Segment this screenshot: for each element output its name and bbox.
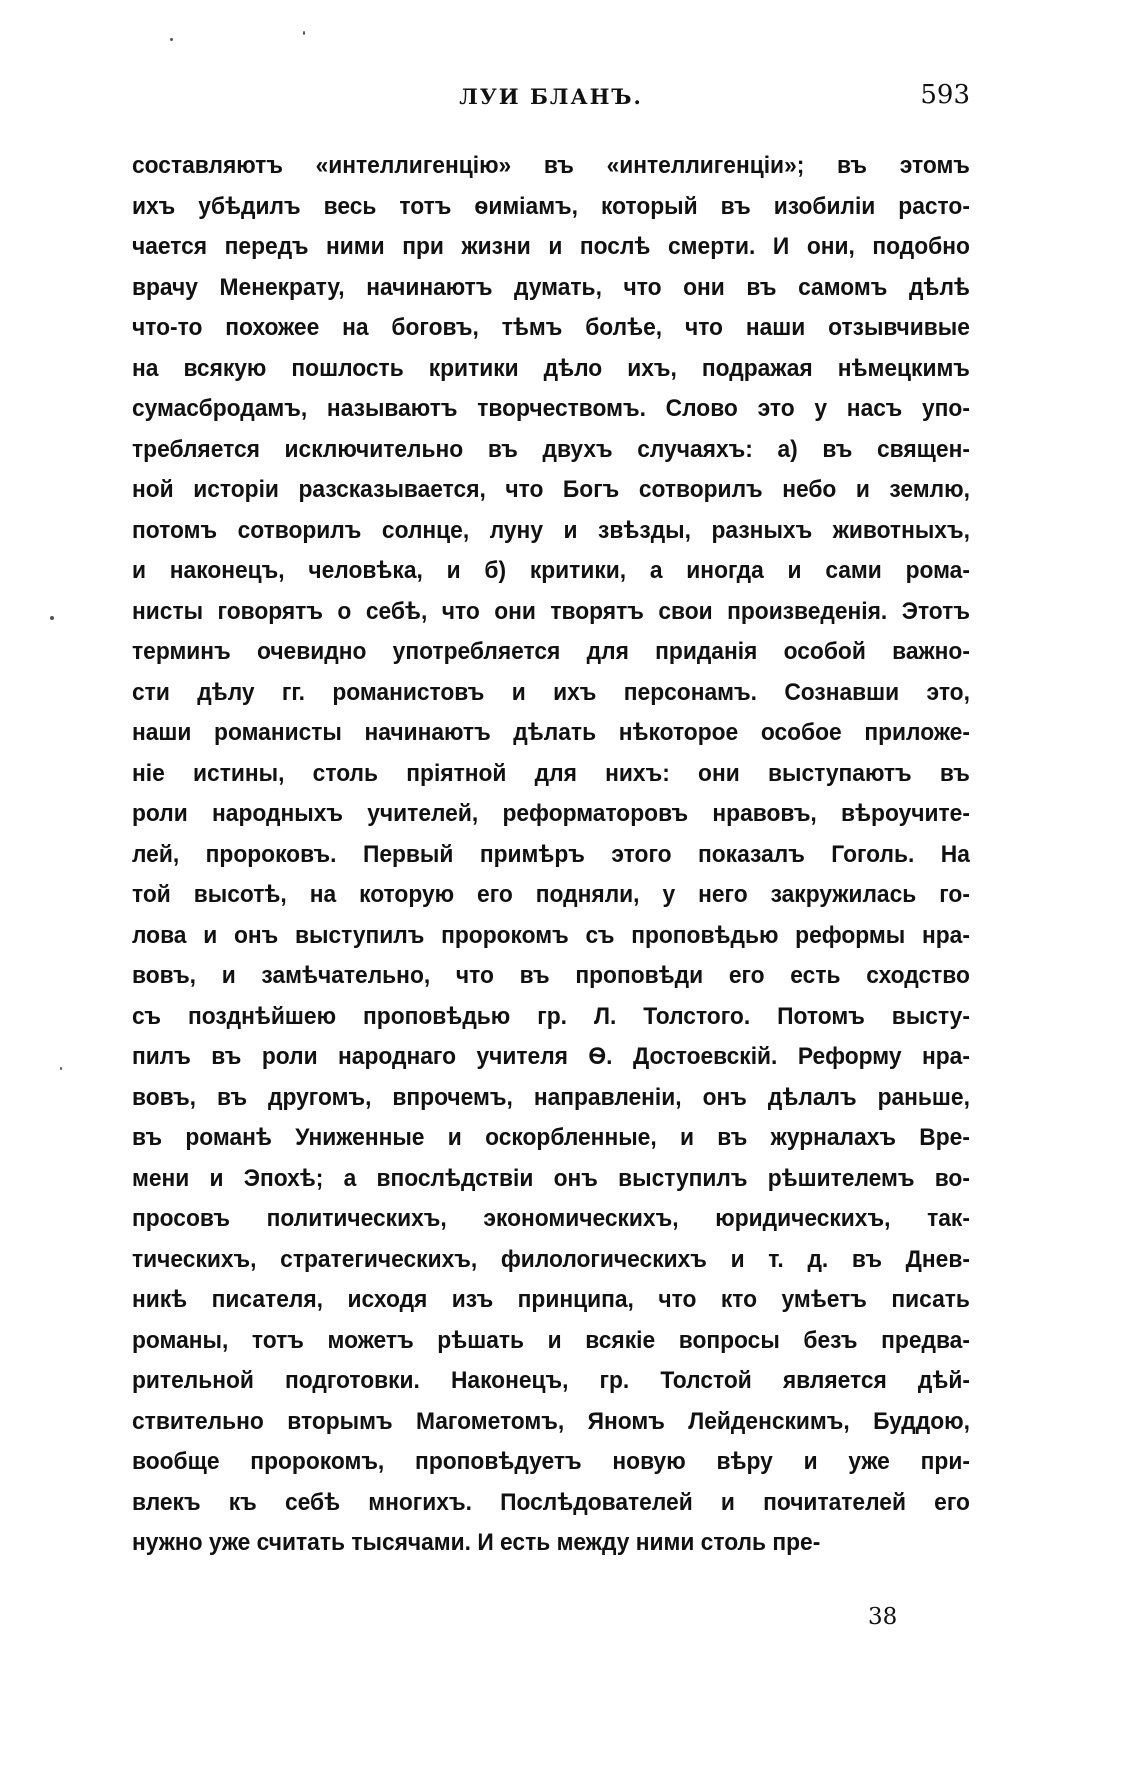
text-line: ствительно вторымъ Магометомъ, Яномъ Лейденскимъ, Буддою,	[132, 1407, 970, 1435]
scan-speck	[303, 31, 305, 35]
text-line: нисты говорятъ о себѣ, что они творятъ свои произведенія. Этотъ	[132, 597, 970, 625]
text-line: ніе истины, столь пріятной для нихъ: они выступаютъ въ	[132, 759, 970, 787]
text-line: ихъ убѣдилъ весь тотъ ѳиміамъ, который въ изобиліи расто-	[132, 192, 970, 220]
text-line: что-то похожее на боговъ, тѣмъ болѣе, что наши отзывчивые	[132, 314, 970, 341]
text-line: сумасбродамъ, называютъ творчествомъ. Слово это у насъ упо-	[132, 395, 970, 422]
page-number: 593	[920, 80, 970, 110]
text-line: на всякую пошлость критики дѣло ихъ, подражая нѣмецкимъ	[132, 354, 970, 382]
text-line: вовъ, и замѣчательно, что въ проповѣди его есть сходство	[132, 962, 970, 989]
text-line: пилъ въ роли народнаго учителя Ѳ. Достоевскій. Реформу нра-	[132, 1043, 970, 1070]
scan-speck	[60, 1067, 62, 1070]
text-line: требляется исключительно въ двухъ случаяхъ: а) въ священ-	[132, 435, 970, 463]
text-line: нужно уже считать тысячами. И есть между ними столь пре-	[132, 1529, 821, 1556]
text-line: вовъ, въ другомъ, впрочемъ, направленіи, онъ дѣлалъ раньше,	[132, 1083, 970, 1111]
scan-speck	[50, 616, 54, 620]
text-line: никѣ писателя, исходя изъ принципа, что кто умѣетъ писать	[132, 1286, 970, 1313]
text-line: лова и онъ выступилъ пророкомъ съ проповѣдью реформы нра-	[132, 921, 970, 949]
text-line: просовъ политическихъ, экономическихъ, юридическихъ, так-	[132, 1205, 970, 1232]
text-line: съ позднѣйшею проповѣдью гр. Л. Толстого. Потомъ высту-	[132, 1002, 970, 1030]
text-line: мени и Эпохѣ; а впослѣдствіи онъ выступилъ рѣшителемъ во-	[132, 1164, 970, 1192]
text-line: лей, пророковъ. Первый примѣръ этого показалъ Гоголь. На	[132, 840, 970, 868]
text-line: рительной подготовки. Наконецъ, гр. Толстой является дѣй-	[132, 1367, 970, 1394]
signature-mark: 38	[868, 1604, 898, 1630]
text-line: потомъ сотворилъ солнце, луну и звѣзды, разныхъ животныхъ,	[132, 516, 970, 544]
text-line: вообще пророкомъ, проповѣдуетъ новую вѣру и уже при-	[132, 1448, 970, 1475]
text-line: сти дѣлу гг. романистовъ и ихъ персонамъ. Сознавши это,	[132, 678, 970, 706]
text-line: чается передъ ними при жизни и послѣ смерти. И они, подобно	[132, 233, 970, 260]
text-line: той высотѣ, на которую его подняли, у него закружилась го-	[132, 881, 970, 908]
text-line: роли народныхъ учителей, реформаторовъ нравовъ, вѣроучите-	[132, 800, 970, 827]
page-header	[132, 80, 970, 120]
text-line: тическихъ, стратегическихъ, филологическихъ и т. д. въ Днев-	[132, 1245, 970, 1273]
running-head: ЛУИ БЛАНЪ.	[459, 84, 643, 109]
body-text	[132, 146, 970, 1564]
text-line: ной исторіи разсказывается, что Богъ сотворилъ небо и землю,	[132, 476, 970, 503]
text-line: врачу Менекрату, начинаютъ думать, что они въ самомъ дѣлѣ	[132, 273, 970, 301]
scan-speck	[170, 38, 173, 41]
text-line: влекъ къ себѣ многихъ. Послѣдователей и почитателей его	[132, 1488, 970, 1516]
text-line: составляютъ «интеллигенцію» въ «интеллигенціи»; въ этомъ	[132, 152, 970, 179]
text-line: терминъ очевидно употребляется для приданія особой важно-	[132, 638, 970, 665]
text-line: наши романисты начинаютъ дѣлать нѣкоторое особое приложе-	[132, 719, 970, 746]
text-line: и наконецъ, человѣка, и б) критики, а иногда и сами рома-	[132, 557, 970, 584]
text-line: романы, тотъ можетъ рѣшать и всякіе вопросы безъ предва-	[132, 1326, 970, 1354]
text-line: въ романѣ Униженные и оскорбленные, и въ журналахъ Вре-	[132, 1124, 970, 1151]
